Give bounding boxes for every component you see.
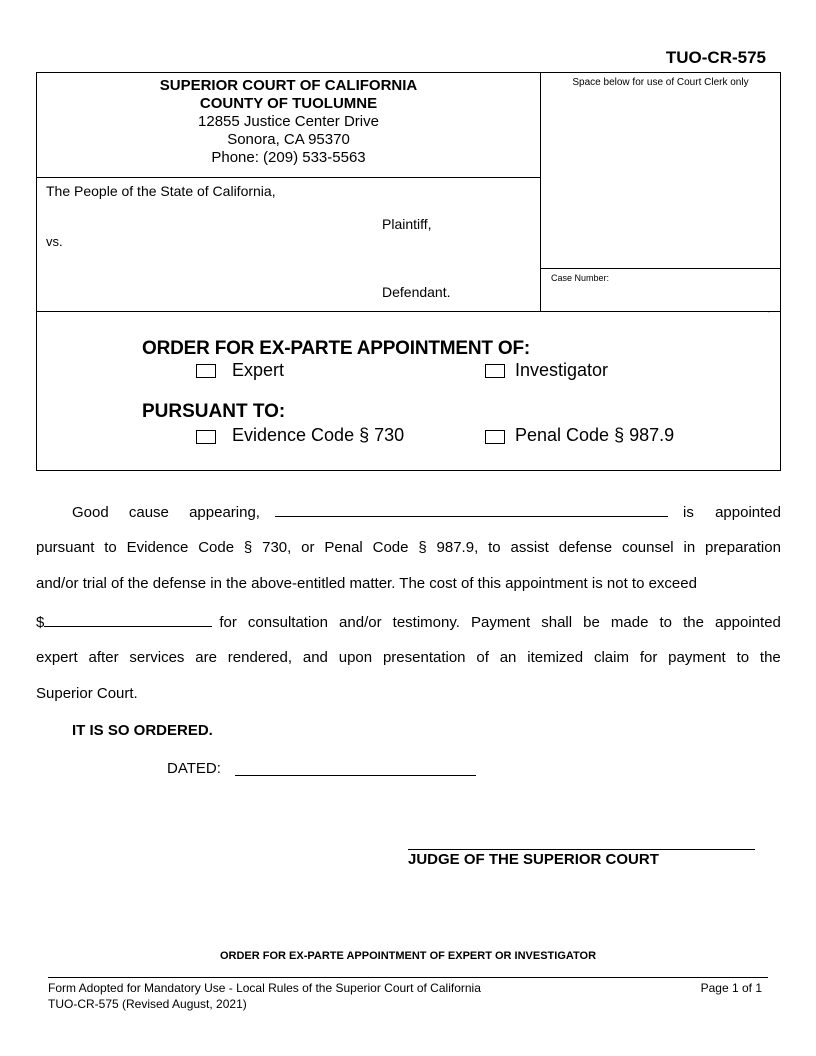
so-ordered: IT IS SO ORDERED. [72, 722, 213, 739]
footer-revised: TUO-CR-575 (Revised August, 2021) [48, 997, 247, 1011]
investigator-label: Investigator [515, 360, 609, 380]
form-id: TUO-CR-575 [665, 48, 766, 67]
body-line-1 [72, 502, 781, 522]
body-line-4-words: for consultation and/or testimony. Payment shall be made to the appointed [219, 614, 781, 631]
cost-amount-field[interactable] [44, 612, 212, 627]
court-header [37, 77, 540, 167]
case-number-label: Case Number: [551, 273, 610, 283]
expert-label: Expert [232, 360, 285, 380]
penal-code-label: Penal Code § 987.9 [515, 425, 675, 445]
body-line-1-end: is appointed [683, 504, 781, 521]
dated-label: DATED: [167, 760, 221, 777]
versus-label: vs. [46, 234, 63, 249]
evidence-code-label: Evidence Code § 730 [232, 425, 405, 445]
judge-signature-line[interactable] [408, 849, 755, 850]
body-line-5: expert after services are rendered, and upon presentation of an itemized claim for payment to the [36, 649, 781, 666]
footer-divider [48, 977, 768, 978]
body-line-1-start: Good cause appearing, [72, 504, 260, 521]
order-title: ORDER FOR EX-PARTE APPOINTMENT OF: [142, 338, 530, 359]
footer-page: Page 1 of 1 [700, 981, 762, 995]
plaintiff-label: Plaintiff, [382, 216, 432, 232]
defendant-label: Defendant. [382, 284, 451, 300]
court-county: COUNTY OF TUOLUMNE [199, 95, 378, 112]
dollar-sign: $ [36, 614, 45, 631]
court-name: SUPERIOR COURT OF CALIFORNIA [159, 77, 418, 94]
date-field[interactable] [235, 775, 476, 776]
judge-label: JUDGE OF THE SUPERIOR COURT [408, 851, 659, 868]
body-line-2: pursuant to Evidence Code § 730, or Penal Code § 987.9, to assist defense counsel in preparation [36, 539, 781, 556]
court-address-1: 12855 Justice Center Drive [198, 113, 379, 130]
pursuant-title: PURSUANT TO: [142, 401, 286, 422]
body-line-3: and/or trial of the defense in the above-entitled matter. The cost of this appointment is not to exceed [36, 575, 697, 592]
footer-title: ORDER FOR EX-PARTE APPOINTMENT OF EXPERT OR INVESTIGATOR [219, 950, 597, 962]
court-phone: Phone: (209) 533-5563 [211, 149, 366, 166]
footer-adopted: Form Adopted for Mandatory Use - Local Rules of the Superior Court of California [48, 981, 481, 995]
dot-mark: ` [767, 310, 770, 320]
body-line-6: Superior Court. [36, 685, 138, 702]
evidence-code-checkbox[interactable] [196, 430, 216, 444]
penal-code-checkbox[interactable] [485, 430, 505, 444]
plaintiff-name: The People of the State of California, [46, 183, 276, 199]
expert-checkbox[interactable] [196, 364, 216, 378]
clerk-space-label: Space below for use of Court Clerk only [572, 77, 749, 88]
appointee-name-field[interactable] [275, 502, 668, 517]
body-line-4 [36, 612, 781, 632]
court-address-2: Sonora, CA 95370 [227, 131, 350, 148]
investigator-checkbox[interactable] [485, 364, 505, 378]
